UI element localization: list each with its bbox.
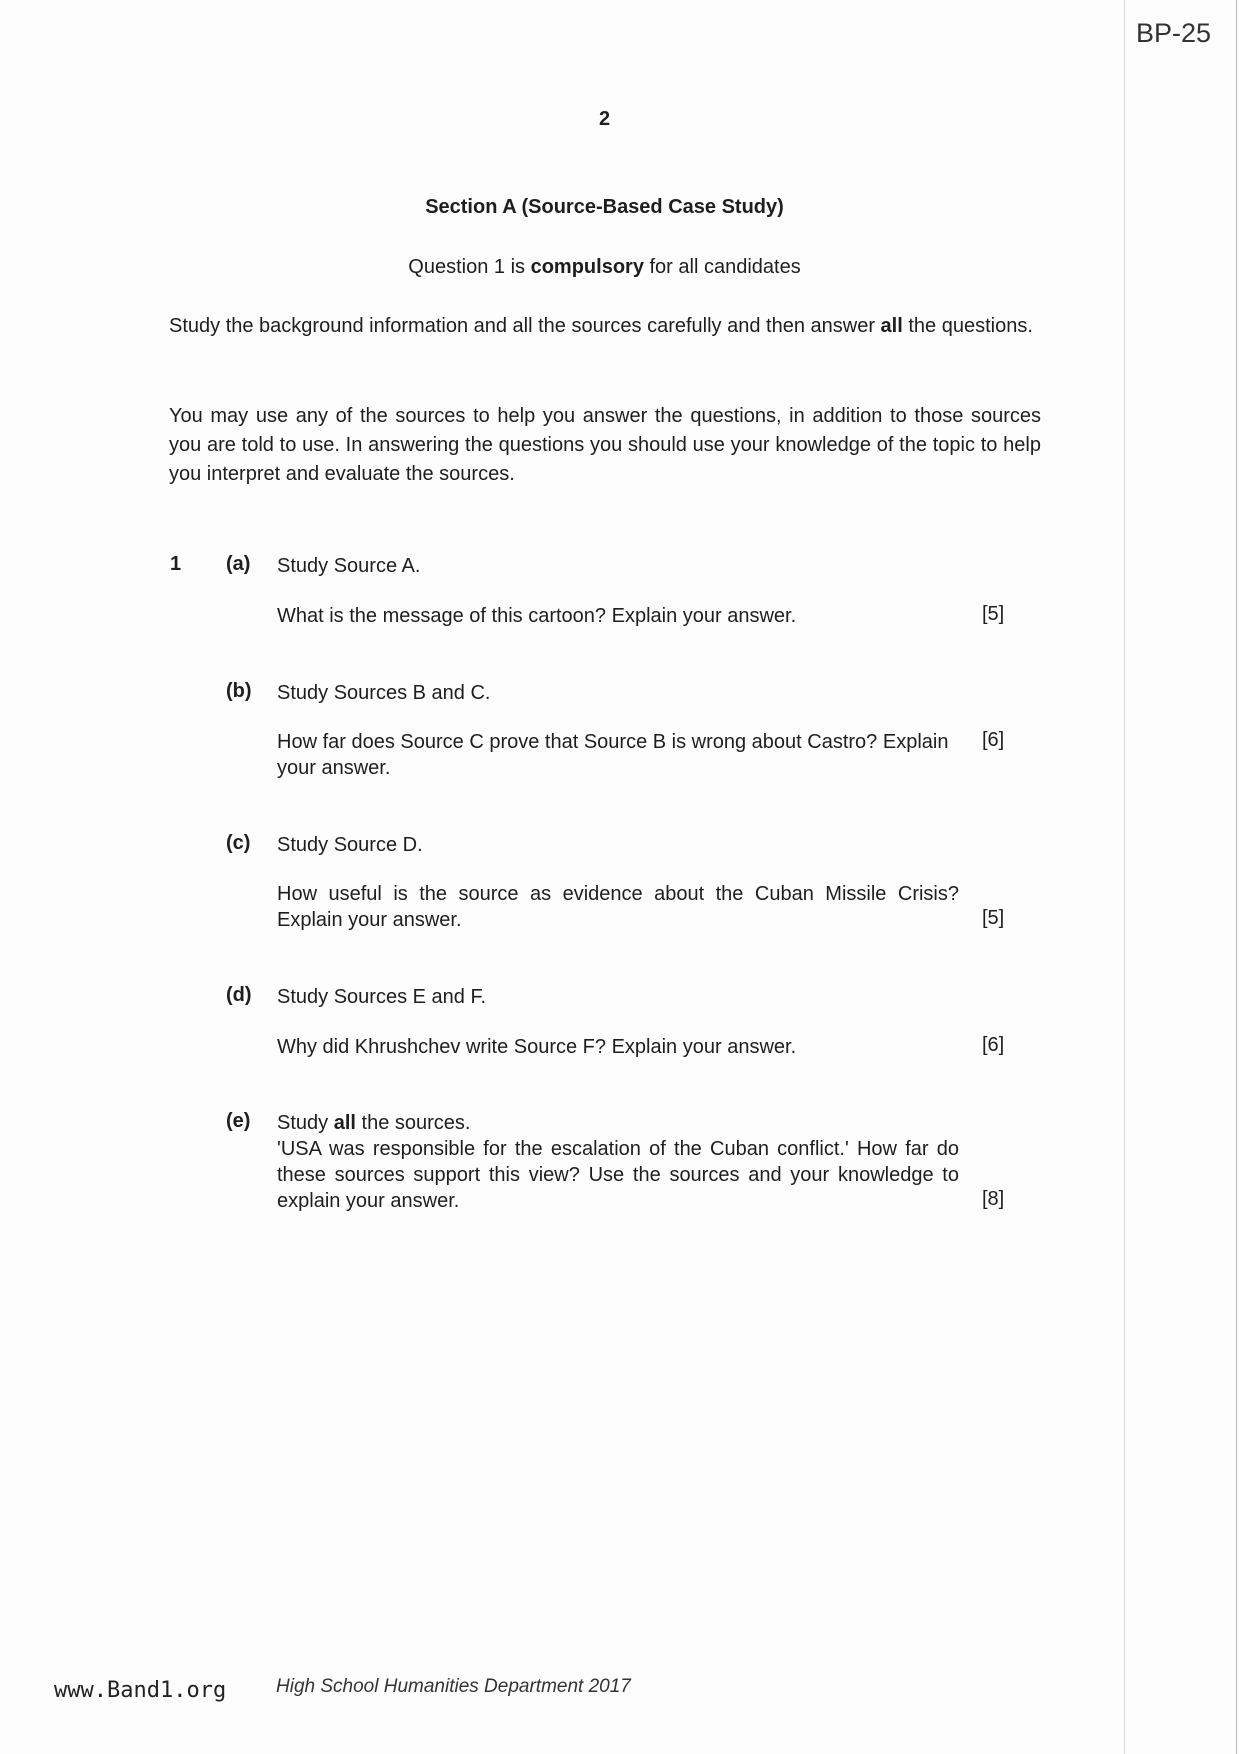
question-prompt: 'USA was responsible for the escalation of the Cuban conflict.' How far do these sources support this view? Use the sources and your knowledge to explain your answer. xyxy=(277,1138,959,1212)
question-letter: (a) xyxy=(226,553,251,575)
question-letter: (b) xyxy=(226,680,252,702)
question-prompt: Why did Khrushchev write Source F? Explain your answer. xyxy=(277,1036,797,1058)
question-marks: [8] xyxy=(982,1188,1005,1210)
compulsory-line: Question 1 is compulsory for all candidates xyxy=(408,256,801,278)
question-number: 1 xyxy=(170,553,182,575)
instructions-paragraph-2: You may use any of the sources to help you answer the questions, in addition to those sources you are told to use. In answering the questions you should use your knowledge of the topic to help you interpret and evaluate the sources. xyxy=(169,405,1041,485)
question-letter: (d) xyxy=(226,984,252,1006)
paper-code: BP-25 xyxy=(1136,18,1212,48)
footer-department: High School Humanities Department 2017 xyxy=(276,1676,631,1697)
page-number: 2 xyxy=(598,108,611,130)
question-letter: (e) xyxy=(226,1110,251,1132)
question-study: Study all the sources. xyxy=(277,1112,471,1134)
watermark: www.Band1.org xyxy=(54,1678,227,1703)
instructions-paragraph-1: Study the background information and all the sources carefully and then answer all the questions. xyxy=(169,315,1033,337)
page-edge xyxy=(1236,0,1237,1754)
question-prompt: What is the message of this cartoon? Explain your answer. xyxy=(277,605,797,627)
question-study: Study Sources E and F. xyxy=(277,986,487,1008)
question-marks: [5] xyxy=(982,603,1005,625)
question-letter: (c) xyxy=(226,832,251,854)
question-marks: [6] xyxy=(982,1034,1005,1056)
section-title: Section A (Source-Based Case Study) xyxy=(425,196,784,218)
question-study: Study Sources B and C. xyxy=(277,682,491,704)
question-study: Study Source D. xyxy=(277,834,423,856)
question-prompt: How useful is the source as evidence about the Cuban Missile Crisis? Explain your answer. xyxy=(277,883,959,931)
question-study: Study Source A. xyxy=(277,555,421,577)
question-prompt: How far does Source C prove that Source B is wrong about Castro? Explain your answer. xyxy=(277,731,949,779)
question-marks: [5] xyxy=(982,907,1005,929)
question-marks: [6] xyxy=(982,729,1005,751)
